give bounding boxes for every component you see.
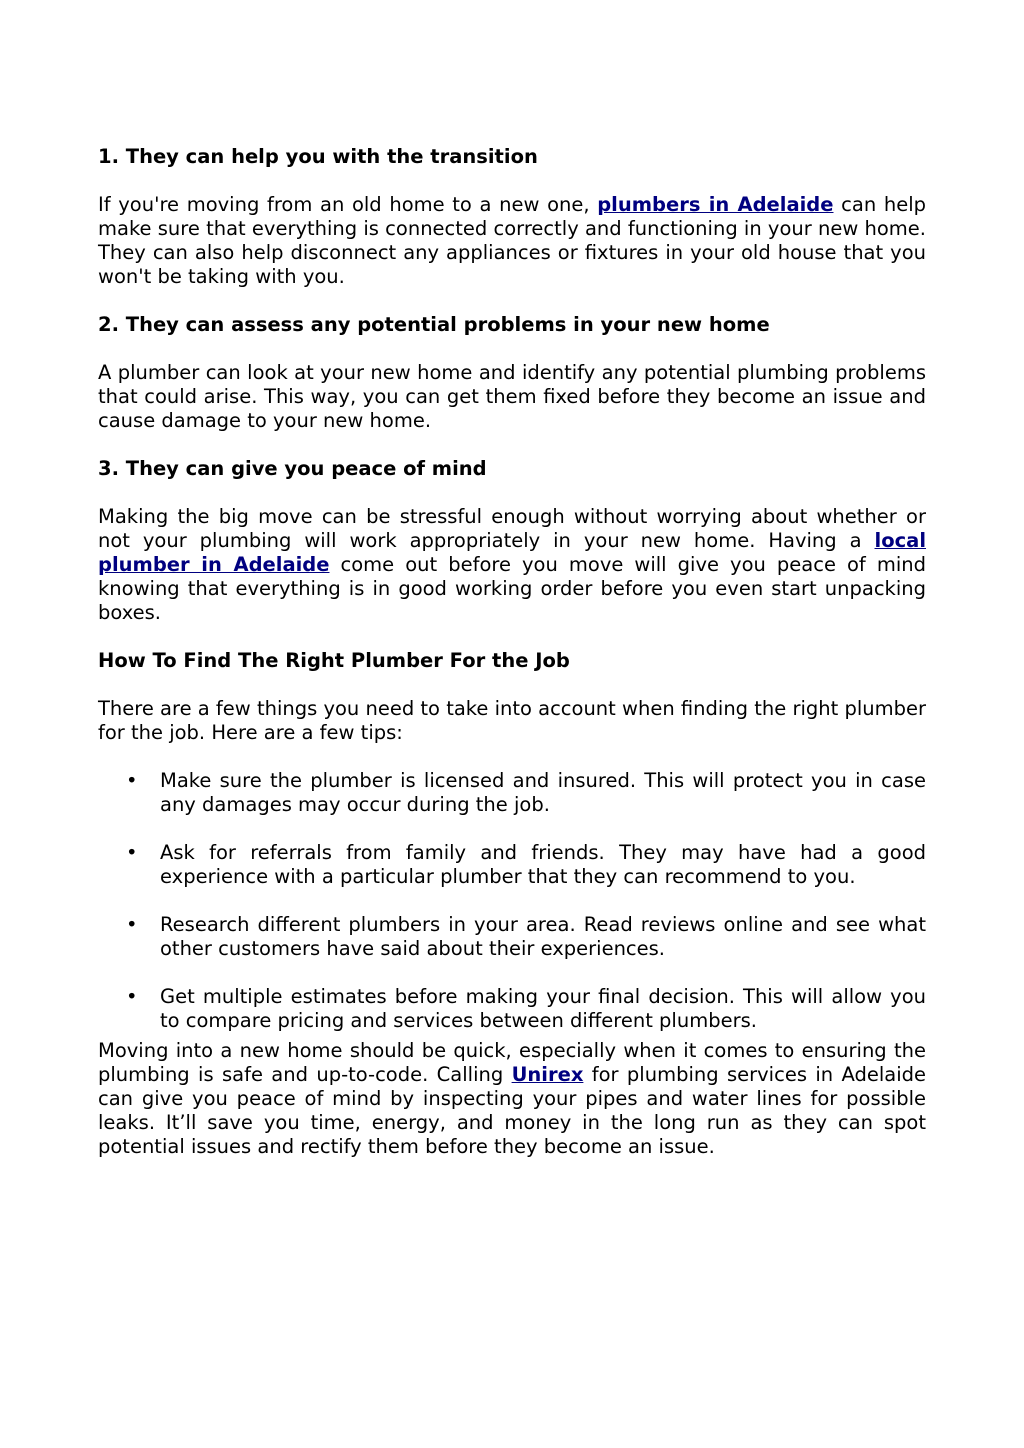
plumbers-in-adelaide-link[interactable]: plumbers in Adelaide (597, 193, 834, 216)
paragraph-closing (98, 1039, 926, 1159)
unirex-link[interactable]: Unirex (511, 1063, 584, 1086)
document-page (98, 145, 926, 1183)
section-heading-assess: 2. They can assess any potential problems in your new home (98, 313, 770, 336)
paragraph-text: Moving into a new home should be quick, especially when it comes to ensuring the plumbing is safe and up-to-code. Calling (98, 1039, 926, 1086)
list-item (98, 985, 926, 1033)
paragraph-find-plumber: There are a few things you need to take into account when finding the right plumber for the job. Here are a few tips: (98, 697, 927, 744)
list-item-text: Make sure the plumber is licensed and insured. This will protect you in case any damages may occur during the job. (160, 769, 926, 816)
bullet-icon: • (126, 841, 138, 864)
paragraph-text: can help make sure that everything is connected correctly and functioning in your new home. They can also help disconnect any appliances or fixtures in your old house that you won't be taking with you. (98, 193, 926, 288)
paragraph-text: If you're moving from an old home to a new one, (98, 193, 598, 216)
paragraph-peace-of-mind (98, 505, 926, 625)
section-heading-transition: 1. They can help you with the transition (98, 145, 538, 168)
paragraph-text: Making the big move can be stressful enough without worrying about whether or not your plumbing will work appropriately in your new home. Having a (98, 505, 926, 552)
paragraph-text: for plumbing services in Adelaide can give you peace of mind by inspecting your pipes and water lines for possible leaks. It’ll save you time, energy, and money in the long run as they can spot potential issues and rectify them before they become an issue. (98, 1063, 926, 1158)
list-item (98, 841, 926, 889)
bullet-icon: • (126, 985, 138, 1008)
list-item-text: Research different plumbers in your area. Read reviews online and see what other customers have said about their experiences. (160, 913, 926, 960)
tips-list (98, 769, 926, 1033)
local-plumber-link[interactable]: local plumber in Adelaide (98, 529, 926, 576)
bullet-icon: • (126, 913, 138, 936)
paragraph-assess: A plumber can look at your new home and identify any potential plumbing problems that could arise. This way, you can get them fixed before they become an issue and cause damage to your new home. (98, 361, 926, 432)
paragraph-transition (98, 193, 926, 289)
section-heading-find-plumber: How To Find The Right Plumber For the Job (98, 649, 570, 672)
list-item (98, 913, 926, 961)
bullet-icon: • (126, 769, 138, 792)
list-item-text: Ask for referrals from family and friends. They may have had a good experience with a particular plumber that they can recommend to you. (160, 841, 926, 888)
list-item-text: Get multiple estimates before making your final decision. This will allow you to compare pricing and services between different plumbers. (160, 985, 926, 1032)
paragraph-text: come out before you move will give you peace of mind knowing that everything is in good working order before you even start unpacking boxes. (98, 553, 926, 624)
list-item (98, 769, 926, 817)
section-heading-peace-of-mind: 3. They can give you peace of mind (98, 457, 487, 480)
